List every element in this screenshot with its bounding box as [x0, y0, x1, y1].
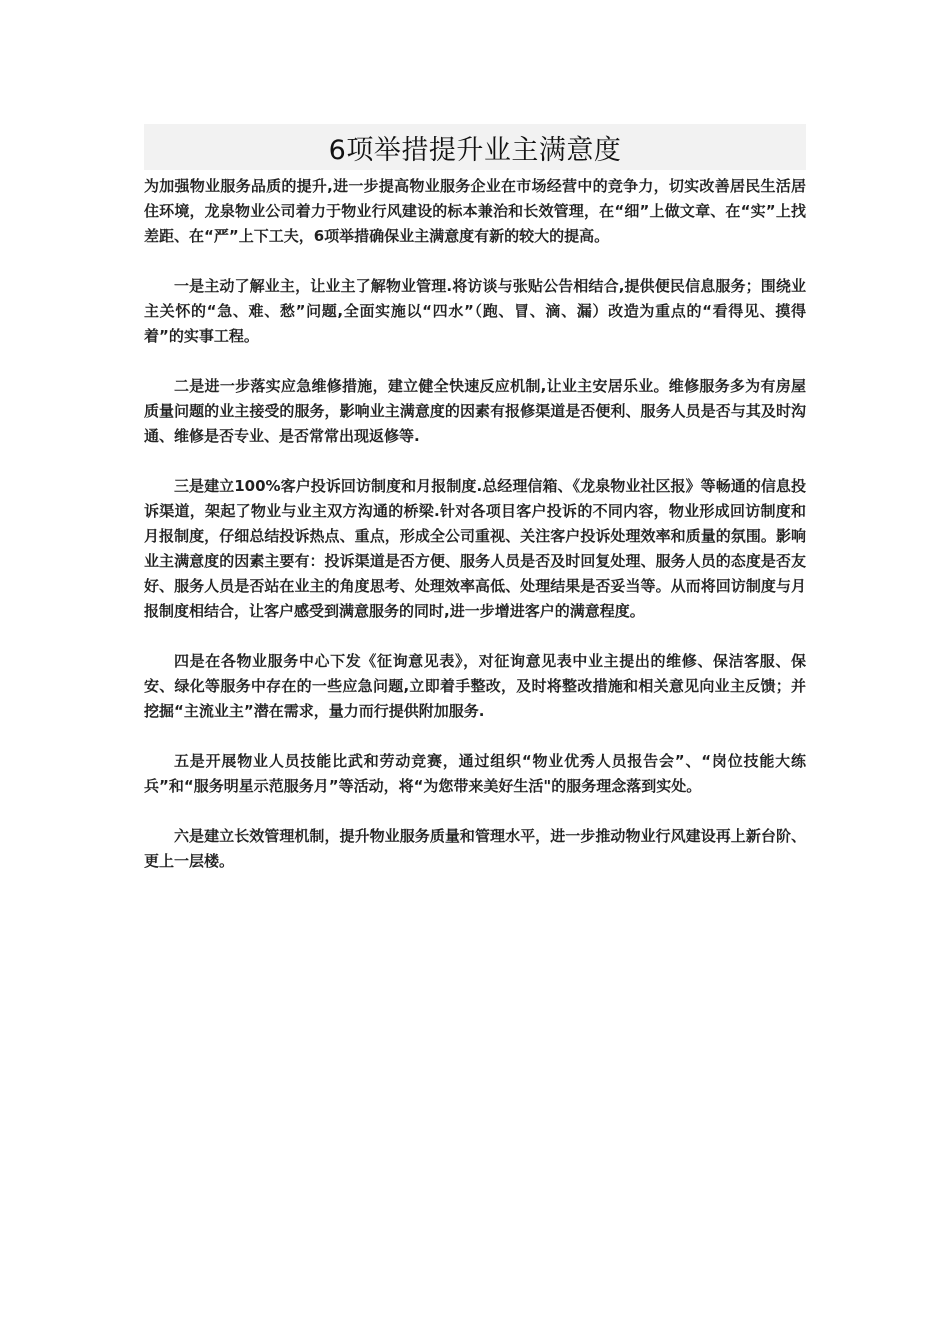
measure-paragraph-5: 五是开展物业人员技能比武和劳动竞赛，通过组织“物业优秀人员报告会”、“岗位技能大练兵”和“服务明星示范服务月”等活动，将“为您带来美好生活"的服务理念落到实处。	[144, 752, 806, 795]
measure-paragraph-1: 一是主动了解业主，让业主了解物业管理.将访谈与张贴公告相结合,提供便民信息服务；围绕业主关怀的“急、难、愁”问题,全面实施以“四水”（跑、冒、滴、漏）改造为重点的“看得见、摸得着”的实事工程。	[144, 277, 806, 345]
document-body	[144, 174, 806, 874]
intro-paragraph: 为加强物业服务品质的提升,进一步提高物业服务企业在市场经营中的竞争力，切实改善居民生活居住环境，龙泉物业公司着力于物业行风建设的标本兼治和长效管理，在“细”上做文章、在“实”上找差距、在“严”上下工夫，6项举措确保业主满意度有新的较大的提高。	[144, 177, 806, 245]
measure-paragraph-2: 二是进一步落实应急维修措施，建立健全快速反应机制,让业主安居乐业。维修服务多为有房屋质量问题的业主接受的服务，影响业主满意度的因素有报修渠道是否便利、服务人员是否与其及时沟通、维修是否专业、是否常常出现返修等.	[144, 377, 806, 445]
measure-paragraph-6: 六是建立长效管理机制，提升物业服务质量和管理水平，进一步推动物业行风建设再上新台阶、更上一层楼。	[144, 827, 806, 870]
title-bar	[144, 124, 806, 170]
measure-paragraph-3: 三是建立100%客户投诉回访制度和月报制度.总经理信箱、《龙泉物业社区报》等畅通的信息投诉渠道，架起了物业与业主双方沟通的桥梁.针对各项目客户投诉的不同内容，物业形成回访制度和月报制度，仔细总结投诉热点、重点，形成全公司重视、关注客户投诉处理效率和质量的氛围。影响业主满意度的因素主要有：投诉渠道是否方便、服务人员是否及时回复处理、服务人员的态度是否友好、服务人员是否站在业主的角度思考、处理效率高低、处理结果是否妥当等。从而将回访制度与月报制度相结合，让客户感受到满意服务的同时,进一步增进客户的满意程度。	[144, 477, 806, 620]
document-page	[144, 124, 806, 899]
document-title: 6项举措提升业主满意度	[328, 134, 622, 166]
measure-paragraph-4: 四是在各物业服务中心下发《征询意见表》，对征询意见表中业主提出的维修、保洁客服、保安、绿化等服务中存在的一些应急问题,立即着手整改，及时将整改措施和相关意见向业主反馈；并挖掘“主流业主”潜在需求，量力而行提供附加服务.	[144, 652, 806, 720]
